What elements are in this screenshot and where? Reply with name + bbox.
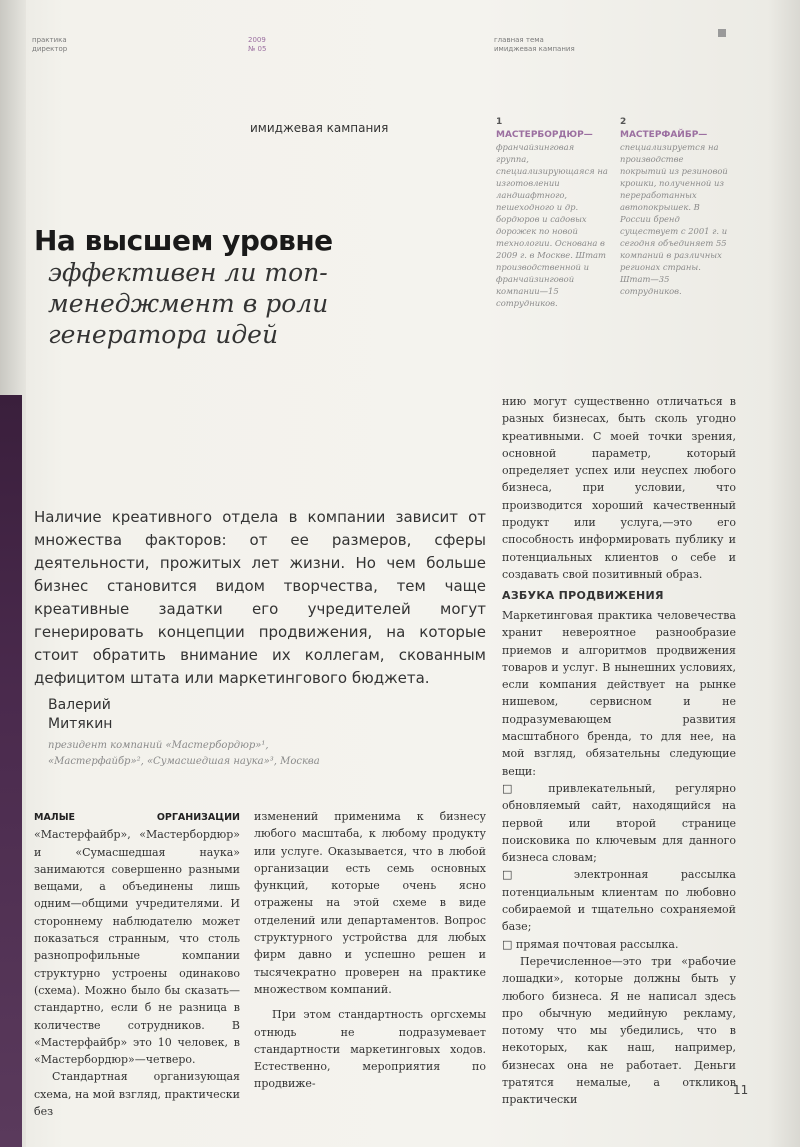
article-subtitle: эффективен ли топ-менеджмент в роли генератора идей	[48, 258, 329, 349]
footnote-brand: МАСТЕРФАЙБР—	[620, 130, 708, 140]
paragraph: Перечисленное—это три «рабочие лошадки», которые должны быть у любого бизнеса. Я не написал здесь про обычную медийную рекламу, потому что мы убедились, что в некоторых, как наш, например, бизнесах она не работает. Деньги тратятся немалые, а откликов практически	[502, 954, 736, 1107]
header-theme-text: имиджевая кампания	[494, 45, 575, 53]
header-rubric	[32, 36, 67, 54]
header-issue-number: № 05	[248, 45, 267, 53]
header-year: 2009	[248, 36, 266, 44]
list-item: □ электронная рассылка потенциальным клиентам по любовно собираемой и тщательно сохраняемой базе;	[502, 868, 736, 934]
footnote-text: франчайзинговая группа, специализирующаяся на изготовлении ландшафтного, пешеходного и др. бордюров и садовых дорожек по новой технологии. Основана в 2009 г. в Москве. Штат производственной и франчайзинговой компании—15 сотрудников.	[496, 142, 608, 308]
header-rubric-line2: директор	[32, 45, 68, 53]
section-heading: АЗБУКА ПРОДВИЖЕНИЯ	[502, 589, 664, 602]
body-column-3-top	[502, 393, 736, 583]
footnote-number: 2	[620, 117, 627, 127]
footnote-brand: МАСТЕРБОРДЮР—	[496, 130, 593, 140]
header-issue	[248, 36, 266, 54]
list-item: □ прямая почтовая рассылка.	[502, 937, 679, 951]
body-column-1	[34, 808, 240, 1120]
author-first-name: Валерий	[48, 697, 111, 713]
article-title: На высшем уровне	[34, 224, 333, 257]
corner-square-icon	[718, 29, 726, 37]
list-item: □ привлекательный, регулярно обновляемый сайт, находящийся на первой или второй странице поисковика по ключевым для данного бизнеса словам;	[502, 781, 736, 865]
lead-in: МАЛЫЕ ОРГАНИЗАЦИИ	[34, 812, 240, 823]
purple-side-band	[0, 395, 22, 1147]
body-column-3-bottom	[502, 607, 736, 1109]
paragraph: нию могут существенно отличаться в разных бизнесах, быть сколь угодно креативными. С моей точки зрения, основной параметр, который определяет успех или неуспех любого бизнеса, при условии, что производится хороший качественный продукт или услуга,—это его способность информировать публику и потенциальных клиентов о себе и создавать свой позитивный образ.	[502, 395, 736, 581]
footnote-2	[620, 116, 732, 297]
page-number: 11	[733, 1083, 749, 1097]
body-column-2	[254, 808, 486, 1093]
header-theme-label: главная тема	[494, 36, 544, 44]
paragraph: При этом стандартность оргсхемы отнюдь не подразумевает стандартности маркетинговых ходов. Естественно, мероприятия по продвиже-	[254, 1008, 486, 1091]
footnote-text: специализируется на производстве покрытий из резиновой крошки, полученной из переработанных автопокрышек. В России бренд существует с 2001 г. и сегодня объединяет 55 компаний в различных регионах страны. Штат—35 сотрудников.	[620, 142, 728, 296]
footnote-number: 1	[496, 117, 503, 127]
header-theme	[494, 36, 575, 54]
author-last-name: Митякин	[48, 716, 113, 732]
lead-paragraph: Наличие креативного отдела в компании зависит от множества факторов: от ее размеров, сферы деятельности, прожитых лет жизни. Но чем больше бизнес становится видом творчества, тем чаще креативные задатки его учредителей могут генерировать концепции продвижения, на которые стоит обратить внимание их коллегам, скованным дефицитом штата или маркетингового бюджета.	[34, 508, 486, 687]
paragraph: Стандартная организующая схема, на мой взгляд, практически без	[34, 1070, 240, 1119]
author-name	[48, 696, 112, 734]
author-role: президент компаний «Мастербордюр»¹, «Мастерфайбр»², «Сумасшедшая наука»³, Москва	[48, 740, 320, 767]
paragraph: «Мастерфайбр», «Мастербордюр» и «Сумасшедшая наука» занимаются совершенно разными вещами, а объединены лишь одним—общими учредителями. И стороннему наблюдателю может показаться странным, что столь разнопрофильные компании структурно устроены одинаково (схема). Можно было бы сказать—стандартно, если б не разница в количестве сотрудников. В «Мастерфайбр» это 10 человек, в «Мастербордюр»—четверо.	[34, 828, 240, 1067]
paragraph: изменений применима к бизнесу любого масштаба, к любому продукту или услуге. Оказывается, что в любой организации есть семь основных функций, которые очень ясно отражены на этой схеме в виде отделений или департаментов. Вопрос структурного устройства для любых фирм давно и успешно решен и тысячекратно проверен на практике множеством компаний.	[254, 810, 486, 996]
paragraph: Маркетинговая практика человечества хранит невероятное разнообразие приемов и алгоритмов продвижения товаров и услуг. В нынешних условиях, если компания действует на рынке нишевом, сервисном и не подразумевающем развития масштабного бренда, то для нее, на мой взгляд, обязательны следующие вещи:	[502, 609, 736, 778]
header-rubric-line1: практика	[32, 36, 67, 44]
section-label: имиджевая кампания	[250, 121, 389, 135]
footnote-1	[496, 116, 608, 309]
